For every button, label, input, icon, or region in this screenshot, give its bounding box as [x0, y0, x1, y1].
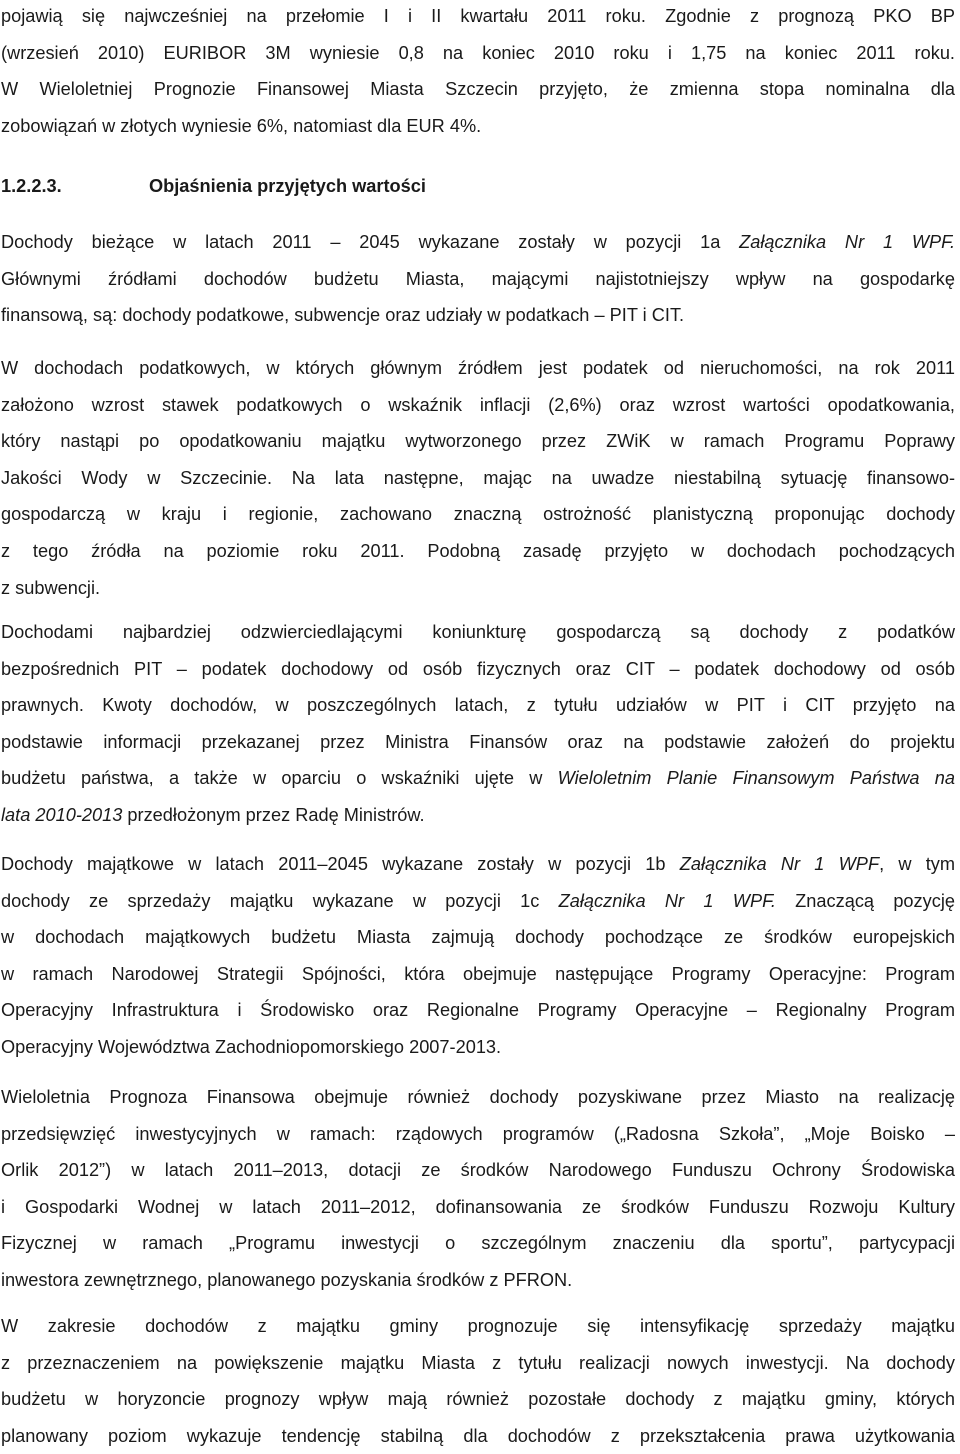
- text-run: i Gospodarki Wodnej w latach 2011–2012, dofinansowania ze środków Funduszu Rozwoju Kultury: [1, 1196, 955, 1217]
- text-run: gospodarczą w kraju i regionie, zachowano znaczną ostrożność planistyczną proponując dochody: [1, 504, 955, 525]
- italic-run: Wieloletnim Planie Finansowym Państwa na: [557, 768, 955, 789]
- italic-run: Załącznika Nr 1 WPF.: [558, 890, 776, 911]
- text-line: [1, 387, 955, 424]
- text-run: budżetu państwa, a także w oparciu o wskaźniki ujęte w: [1, 768, 558, 789]
- text-run: planowany poziom wykazuje tendencję stabilną dla dochodów z przekształcenia prawa użytkowania: [1, 1425, 955, 1446]
- text-line: [1, 71, 955, 108]
- text-run: założono wzrost stawek podatkowych o wskaźnik inflacji (2,6%) oraz wzrost wartości opodatkowania,: [1, 394, 955, 415]
- text-run: dochody ze sprzedaży majątku wykazane w pozycji 1c: [1, 890, 559, 911]
- text-line: [1, 724, 955, 761]
- paragraph-investment-funding: [1, 1079, 955, 1299]
- text-line: [1, 1345, 955, 1382]
- text-line: [1, 224, 955, 261]
- text-line: [1, 797, 955, 834]
- text-line: [1, 1079, 955, 1116]
- paragraph-current-revenue: [1, 224, 955, 334]
- italic-run: Załącznika Nr 1 WPF: [679, 854, 880, 874]
- text-run: W Wieloletniej Prognozie Finansowej Miasta Szczecin przyjęto, że zmienna stopa nominalna dla: [1, 79, 955, 100]
- text-run: w ramach Narodowej Strategii Spójności, która obejmuje następujące Programy Operacyjne: Program: [1, 963, 955, 984]
- text-run: podstawie informacji przekazanej przez Ministra Finansów oraz na podstawie założeń do projektu: [1, 731, 955, 752]
- text-run: W zakresie dochodów z majątku gminy prognozuje się intensyfikację sprzedaży majątku: [1, 1316, 955, 1336]
- text-line: [1, 460, 955, 497]
- text-run: Dochody bieżące w latach 2011 – 2045 wykazane zostały w pozycji 1a: [1, 232, 740, 252]
- text-line: [1, 956, 955, 993]
- text-line: [1, 760, 955, 797]
- text-run: budżetu w horyzoncie prognozy wpływ mają również pozostałe dochody z majątku gminy, których: [1, 1389, 955, 1410]
- text-line: [1, 1152, 955, 1189]
- text-line: [1, 1262, 955, 1299]
- text-run: Dochody majątkowe w latach 2011–2045 wykazane zostały w pozycji 1b: [1, 854, 680, 874]
- text-run: przedsięwzięć inwestycyjnych w ramach: rządowych programów („Radosna Szkoła”, „Moje Boisko –: [1, 1123, 955, 1144]
- text-run: Znaczącą pozycję: [775, 890, 955, 911]
- italic-run: Załącznika Nr 1 WPF.: [739, 232, 955, 252]
- text-line: [1, 297, 955, 334]
- text-line: [1, 992, 955, 1029]
- text-line: [1, 261, 955, 298]
- paragraph-interest-rates: [1, 0, 955, 144]
- text-line: [1, 846, 955, 883]
- text-line: [1, 0, 955, 35]
- text-line: [1, 1308, 955, 1345]
- text-line: [1, 1225, 955, 1262]
- text-run: Wieloletnia Prognoza Finansowa obejmuje również dochody pozyskiwane przez Miasto na realizację: [1, 1087, 955, 1107]
- paragraph-asset-sales: [1, 1308, 955, 1454]
- text-run: Dochodami najbardziej odzwierciedlającymi koniunkturę gospodarczą są dochody z podatków: [1, 622, 955, 642]
- text-run: z przeznaczeniem na powiększenie majątku Miasta z tytułu realizacji nowych inwestycji. Na dochody: [1, 1352, 955, 1373]
- text-run: który nastąpi po opodatkowaniu majątku wytworzonego przez ZWiK w ramach Programu Poprawy: [1, 431, 955, 452]
- text-line: [1, 108, 955, 145]
- text-run: pojawią się najwcześniej na przełomie I i II kwartału 2011 roku. Zgodnie z prognozą PKO BP: [1, 6, 955, 26]
- text-line: [1, 1116, 955, 1153]
- text-run: z subwencji.: [1, 577, 101, 598]
- text-line: [1, 883, 955, 920]
- text-run: Jakości Wody w Szczecinie. Na lata następne, mając na uwadze niestabilną sytuację finansowo-: [1, 467, 955, 488]
- text-run: , w tym: [879, 854, 955, 874]
- text-line: [1, 687, 955, 724]
- section-number: 1.2.2.3.: [1, 176, 62, 196]
- text-line: [1, 919, 955, 956]
- paragraph-property-revenue: [1, 846, 955, 1066]
- text-run: Operacyjny Infrastruktura i Środowisko oraz Regionalne Programy Operacyjne – Regionalny Program: [1, 1000, 955, 1021]
- text-run: przedłożonym przez Radę Ministrów.: [122, 804, 425, 825]
- text-run: Fizycznej w ramach „Programu inwestycji o szczególnym znaczeniu dla sportu”, partycypacji: [1, 1233, 955, 1254]
- section-title: Objaśnienia przyjętych wartości: [149, 176, 426, 196]
- text-run: finansową, są: dochody podatkowe, subwencje oraz udziały w podatkach – PIT i CIT.: [1, 305, 685, 326]
- text-line: [1, 1418, 955, 1454]
- text-line: [1, 1029, 955, 1066]
- text-line: [1, 614, 955, 651]
- text-run: W dochodach podatkowych, w których głównym źródłem jest podatek od nieruchomości, na rok 2011: [1, 358, 955, 378]
- paragraph-pit-cit: [1, 614, 955, 834]
- text-line: [1, 570, 955, 607]
- text-line: [1, 423, 955, 460]
- text-line: [1, 35, 955, 72]
- text-run: zobowiązań w złotych wyniesie 6%, natomiast dla EUR 4%.: [1, 115, 482, 136]
- text-run: Głównymi źródłami dochodów budżetu Miasta, mającymi najistotniejszy wpływ na gospodarkę: [1, 268, 955, 289]
- text-run: (wrzesień 2010) EURIBOR 3M wyniesie 0,8 na koniec 2010 roku i 1,75 na koniec 2011 roku.: [1, 42, 955, 63]
- text-run: inwestora zewnętrznego, planowanego pozyskania środków z PFRON.: [1, 1269, 573, 1290]
- text-run: w dochodach majątkowych budżetu Miasta zajmują dochody pochodzące ze środków europejskich: [1, 927, 955, 948]
- paragraph-tax-revenue: [1, 350, 955, 606]
- section-heading: [1, 168, 955, 205]
- text-run: Orlik 2012”) w latach 2011–2013, dotacji ze środków Narodowego Funduszu Ochrony Środowiska: [1, 1160, 955, 1181]
- text-line: [1, 496, 955, 533]
- text-run: Operacyjny Województwa Zachodniopomorskiego 2007-2013.: [1, 1036, 502, 1057]
- text-run: prawnych. Kwoty dochodów, w poszczególnych latach, z tytułu udziałów w PIT i CIT przyjęto na: [1, 695, 955, 716]
- text-line: [1, 350, 955, 387]
- text-line: [1, 1381, 955, 1418]
- text-run: bezpośrednich PIT – podatek dochodowy od osób fizycznych oraz CIT – podatek dochodowy od osób: [1, 658, 955, 679]
- text-line: [1, 1189, 955, 1226]
- text-line: [1, 651, 955, 688]
- text-run: z tego źródła na poziomie roku 2011. Podobną zasadę przyjęto w dochodach pochodzących: [1, 540, 955, 561]
- italic-run: lata 2010-2013: [1, 804, 123, 825]
- text-line: [1, 533, 955, 570]
